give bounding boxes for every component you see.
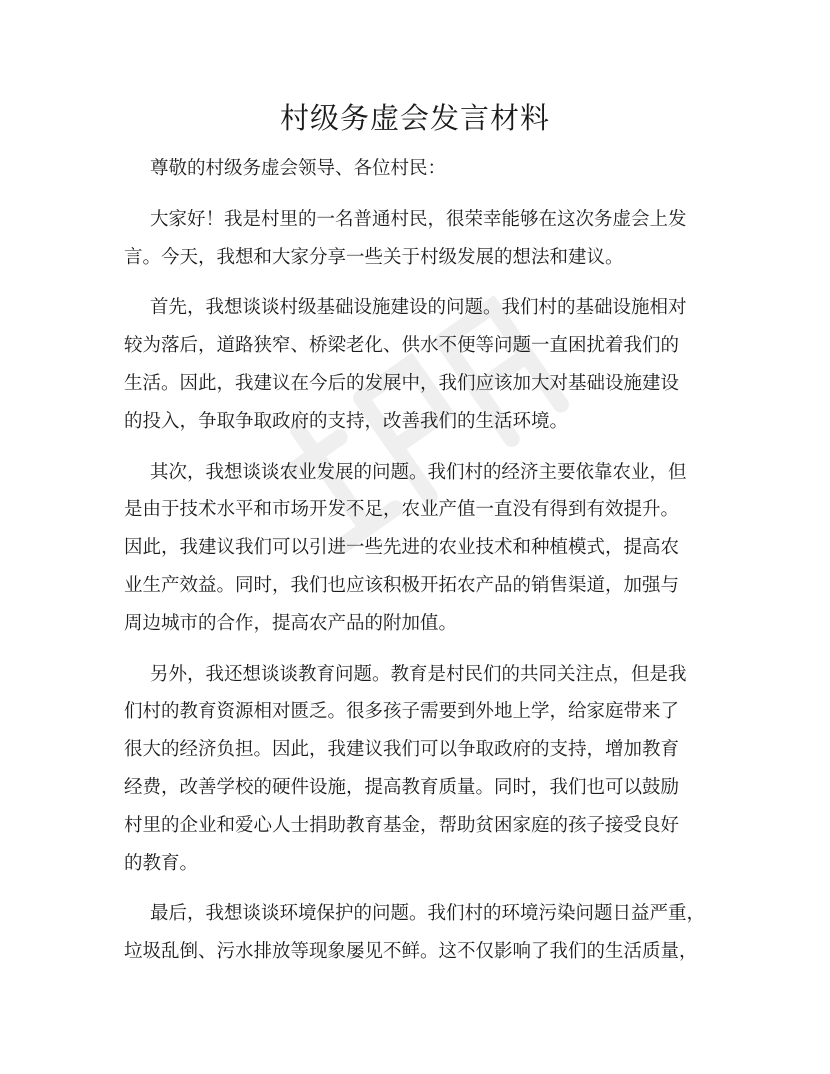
paragraph bbox=[124, 289, 714, 440]
paragraph-line: 经费，改善学校的硬件设施，提高教育质量。同时，我们也可以鼓励 bbox=[124, 776, 680, 798]
paragraph bbox=[124, 656, 714, 883]
paragraph-line: 的教育。 bbox=[124, 852, 199, 874]
paragraph-line: 的投入，争取争取政府的支持，改善我们的生活环境。 bbox=[124, 410, 569, 432]
paragraph-line: 村里的企业和爱心人士捐助教育基金，帮助贫困家庭的孩子接受良好 bbox=[124, 814, 680, 836]
paragraph-line: 最后，我想谈谈环境保护的问题。我们村的环境污染问题日益严重， bbox=[150, 903, 706, 925]
document-body bbox=[124, 150, 714, 984]
salutation: 尊敬的村级务虚会领导、各位村民： bbox=[150, 158, 447, 179]
document-title: 村级务虚会发言材料 bbox=[279, 101, 550, 135]
paragraph-line: 另外，我还想谈谈教育问题。教育是村民们的共同关注点，但是我 bbox=[150, 663, 687, 685]
paragraph-line: 周边城市的合作，提高农产品的附加值。 bbox=[124, 612, 458, 634]
paragraph-line: 业生产效益。同时，我们也应该积极开拓农产品的销售渠道，加强与 bbox=[124, 574, 680, 596]
paragraph-line: 是由于技术水平和市场开发不足，农业产值一直没有得到有效提升。 bbox=[124, 499, 680, 521]
paragraph-line: 其次，我想谈谈农业发展的问题。我们村的经济主要依靠农业，但 bbox=[150, 461, 687, 483]
paragraph bbox=[124, 201, 714, 277]
paragraph-line: 较为落后，道路狭窄、桥梁老化、供水不便等问题一直困扰着我们的 bbox=[124, 335, 680, 357]
paragraph-line: 们村的教育资源相对匮乏。很多孩子需要到外地上学，给家庭带来了 bbox=[124, 701, 680, 723]
paragraph-line: 很大的经济负担。因此，我建议我们可以争取政府的支持，增加教育 bbox=[124, 739, 680, 761]
paragraph-line: 因此，我建议我们可以引进一些先进的农业技术和种植模式，提高农 bbox=[124, 537, 680, 559]
paragraph-line: 大家好！我是村里的一名普通村民，很荣幸能够在这次务虚会上发 bbox=[150, 208, 687, 230]
paragraph bbox=[124, 454, 714, 643]
paragraph-line: 生活。因此，我建议在今后的发展中，我们应该加大对基础设施建设 bbox=[124, 372, 680, 394]
paragraph bbox=[124, 895, 714, 971]
paragraph-line: 垃圾乱倒、污水排放等现象屡见不鲜。这不仅影响了我们的生活质量， bbox=[124, 941, 698, 963]
paragraph-line: 言。今天，我想和大家分享一些关于村级发展的想法和建议。 bbox=[124, 246, 624, 268]
paragraph-line: 首先，我想谈谈村级基础设施建设的问题。我们村的基础设施相对 bbox=[150, 297, 687, 319]
